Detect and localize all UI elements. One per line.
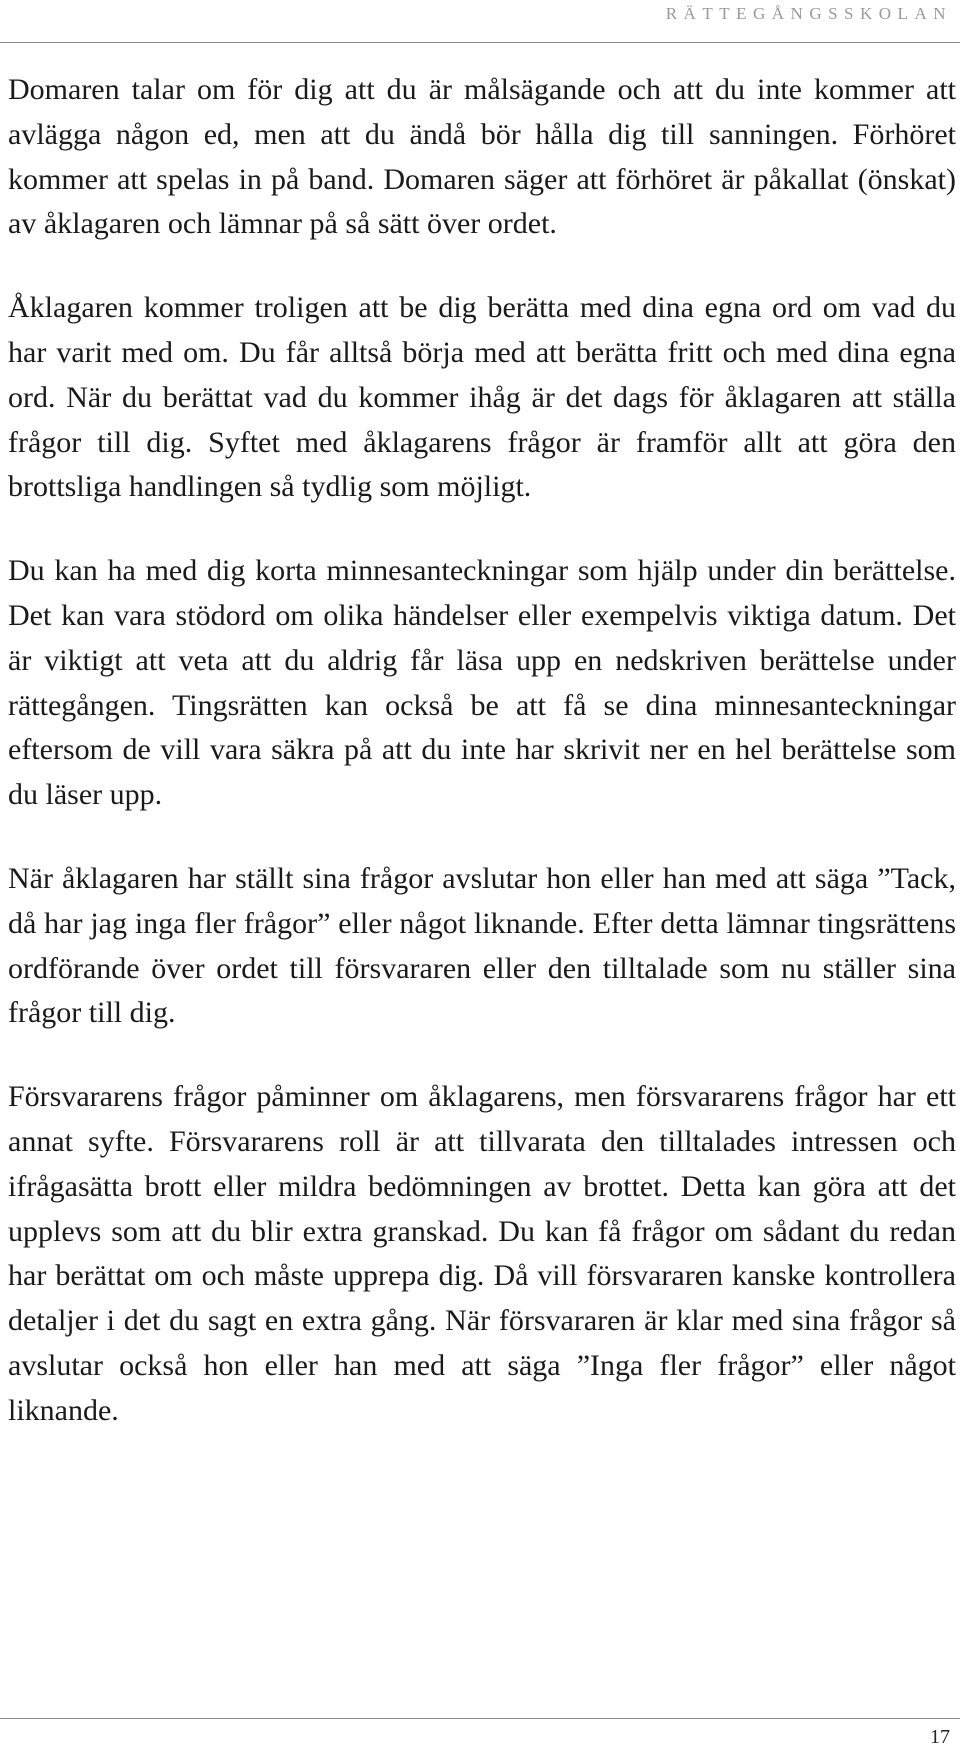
page-body bbox=[8, 68, 956, 1473]
paragraph-2: Åklagaren kommer troligen att be dig berätta med dina egna ord om vad du har varit med om. Du får alltså börja med att berätta fritt och med dina egna ord. När du berättat vad du kommer ihåg är det dags för åklagaren att ställa frågor till dig. Syftet med åklagarens frågor är framför allt att göra den brottsliga handlingen så tydlig som möjligt. bbox=[8, 291, 956, 504]
page-number: 17 bbox=[930, 1726, 950, 1748]
running-header: RÄTTEGÅNGSSKOLAN bbox=[665, 4, 952, 23]
paragraph-5: Försvararens frågor påminner om åklagarens, men försvararens frågor har ett annat syfte. Försvararens roll är att tillvarata den tilltalades intressen och ifrågasätta brott eller mildra bedömningen av brottet. Detta kan göra att det upplevs som att du blir extra granskad. Du kan få frågor om sådant du redan har berättat om och måste upprepa dig. Då vill försvararen kanske kontrollera detaljer i det du sagt en extra gång. När försvararen är klar med sina frågor så avslutar också hon eller han med att säga ”Inga fler frågor” eller något liknande. bbox=[8, 1080, 956, 1427]
footer-divider bbox=[0, 1718, 960, 1719]
paragraph-1: Domaren talar om för dig att du är målsägande och att du inte kommer att avlägga någon ed, men att du ändå bör hålla dig till sanningen. Förhöret kommer att spelas in på band. Domaren säger att förhöret är påkallat (önskat) av åklagaren och lämnar på så sätt över ordet. bbox=[8, 73, 956, 241]
paragraph-4: När åklagaren har ställt sina frågor avslutar hon eller han med att säga ”Tack, då har jag inga fler frågor” eller något liknande. Efter detta lämnar tingsrättens ordförande över ordet till försvararen eller den tilltalade som nu ställer sina frågor till dig. bbox=[8, 861, 956, 1030]
paragraph-3: Du kan ha med dig korta minnesanteckningar som hjälp under din berättelse. Det kan vara stödord om olika händelser eller exempelvis viktiga datum. Det är viktigt att veta att du aldrig får läsa upp en nedskriven berättelse under rättegången. Tingsrätten kan också be att få se dina minnesanteckningar eftersom de vill vara säkra på att du inte har skrivit ner en hel berättelse som du läser upp. bbox=[8, 554, 956, 812]
header-divider bbox=[0, 42, 960, 43]
